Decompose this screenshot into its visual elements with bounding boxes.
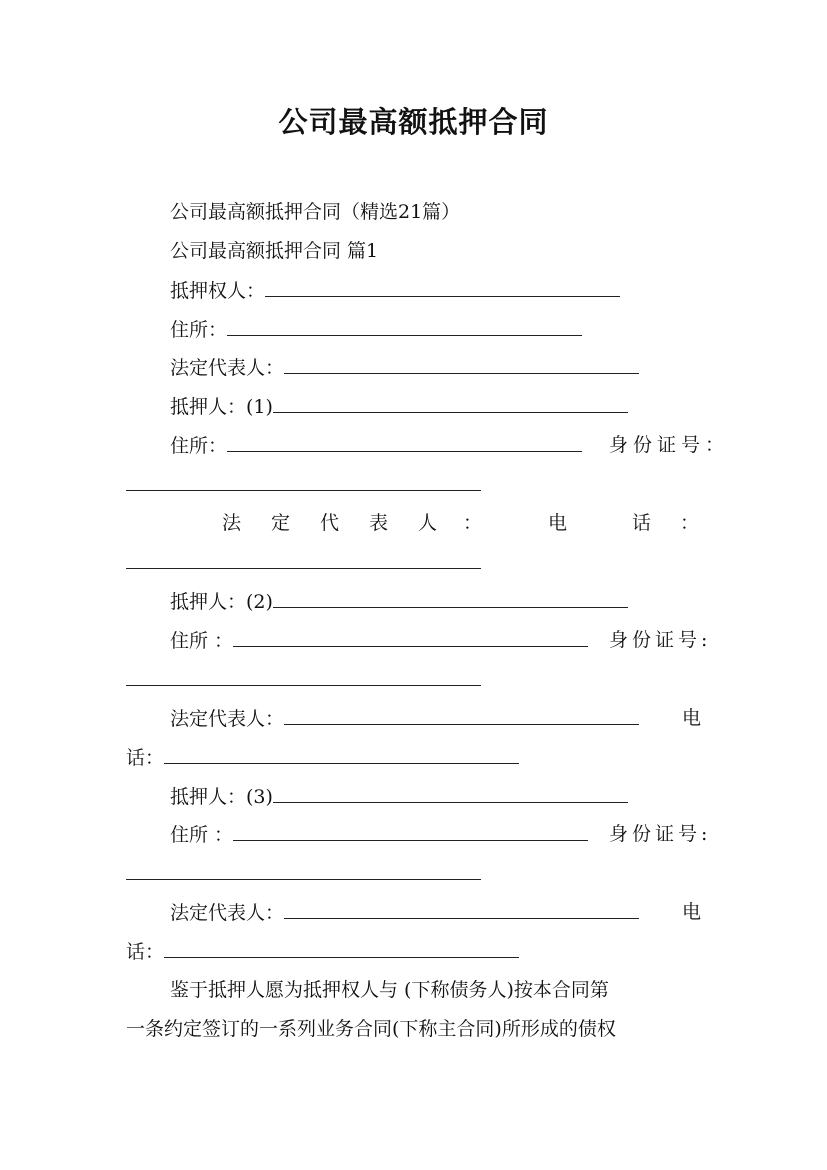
address2-line (170, 626, 588, 655)
address2-blank[interactable] (233, 626, 588, 647)
legal2-blank[interactable] (284, 704, 639, 725)
spaced-char: ： (680, 512, 700, 534)
address-line (170, 315, 582, 344)
address3-label: 住所 ： (170, 824, 234, 846)
mortgagor3-label: 抵押人：(3) (170, 786, 273, 808)
address-blank[interactable] (227, 315, 582, 336)
mortgagor2-line (170, 587, 628, 616)
legal-rep-label: 法定代表人： (170, 357, 285, 379)
legal-phone-spaced-line (0, 509, 827, 537)
legal-rep-line (170, 353, 639, 382)
address3-blank[interactable] (233, 820, 588, 841)
legal3-label: 法定代表人： (170, 902, 285, 924)
spaced-char: 法 (222, 512, 242, 534)
phone3-tail: 电 (682, 901, 702, 923)
idno1-line (126, 470, 481, 499)
phone2-tail: 电 (682, 707, 702, 729)
idno2-line (126, 665, 481, 694)
spaced-char: ： (463, 512, 483, 534)
mortgagor3-blank[interactable] (273, 782, 628, 803)
idno3-blank[interactable] (126, 859, 481, 880)
address1-blank[interactable] (227, 431, 582, 452)
mortgagor3-line (170, 782, 628, 811)
mortgagor2-blank[interactable] (273, 587, 628, 608)
body-line-2: 一条约定签订的一系列业务合同(下称主合同)所形成的债权 (126, 1018, 616, 1040)
phone1-blank[interactable] (126, 548, 481, 569)
phone1-line (126, 548, 481, 577)
phone3-blank[interactable] (164, 937, 519, 958)
idno1-label: 身份证号： (609, 434, 730, 456)
legal3-line (170, 898, 639, 927)
idno2-blank[interactable] (126, 665, 481, 686)
mortgagor1-label: 抵押人：(1) (170, 396, 273, 418)
idno3-line (126, 859, 481, 888)
spaced-char: 电 (548, 512, 568, 534)
spaced-char: 表 (369, 512, 389, 534)
spaced-char: 代 (320, 512, 340, 534)
address3-line (170, 820, 588, 849)
phone3-label: 话： (126, 941, 165, 963)
address1-label: 住所： (170, 435, 228, 457)
body-line-1: 鉴于抵押人愿为抵押权人与 (下称债务人)按本合同第 (170, 979, 609, 1001)
spaced-char: 人 (418, 512, 438, 534)
subtitle: 公司最高额抵押合同（精选21篇） (170, 201, 461, 223)
phone2-label: 话： (126, 747, 165, 769)
spaced-char: 话 (632, 512, 652, 534)
phone3-line (126, 937, 519, 966)
spaced-char: 定 (271, 512, 291, 534)
phone2-blank[interactable] (164, 743, 519, 764)
mortgagor2-label: 抵押人：(2) (170, 591, 273, 613)
mortgagee-label: 抵押权人： (170, 280, 266, 302)
address-idno-line (170, 431, 582, 460)
phone2-line (126, 743, 519, 772)
document-title: 公司最高额抵押合同 (278, 105, 549, 139)
idno3-label: 身份证号: (609, 823, 712, 845)
mortgagee-line (170, 276, 620, 305)
legal2-line (170, 704, 639, 733)
mortgagee-blank[interactable] (265, 276, 620, 297)
section-heading: 公司最高额抵押合同 篇1 (170, 240, 379, 262)
address-label: 住所： (170, 319, 228, 341)
legal2-label: 法定代表人： (170, 708, 285, 730)
idno2-label: 身份证号: (609, 629, 712, 651)
legal3-blank[interactable] (284, 898, 639, 919)
mortgagor1-blank[interactable] (273, 392, 628, 413)
mortgagor1-line (170, 392, 628, 421)
idno1-blank[interactable] (126, 470, 481, 491)
address2-label: 住所 ： (170, 630, 234, 652)
legal-rep-blank[interactable] (284, 353, 639, 374)
